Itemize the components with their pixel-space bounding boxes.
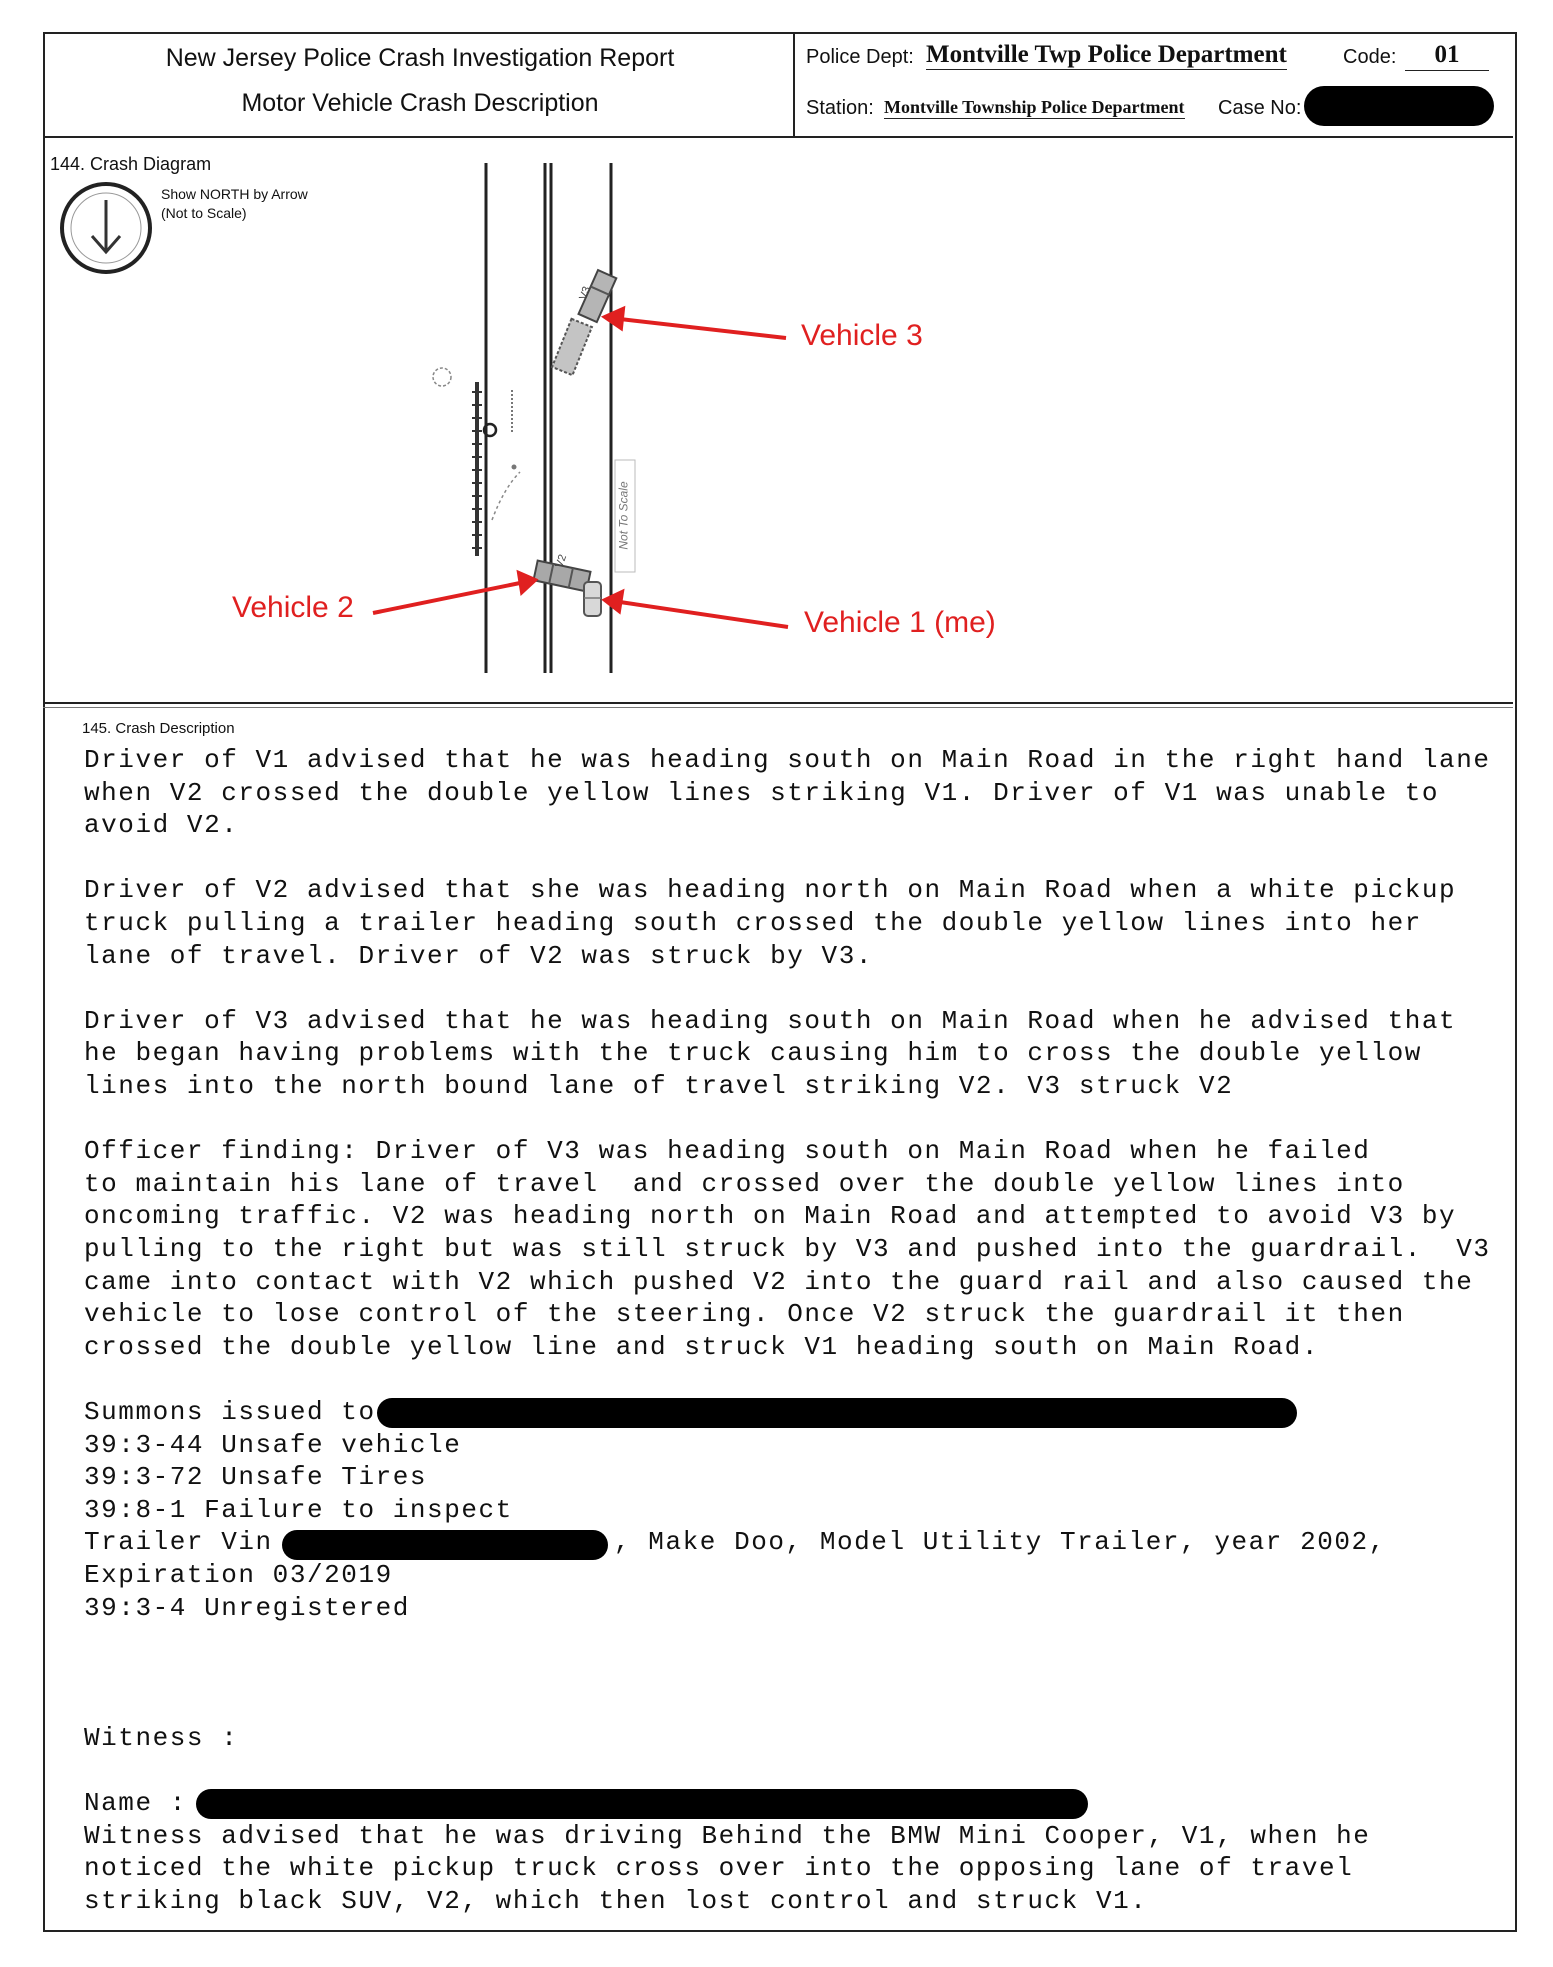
text-line: 39:3-72 Unsafe Tires [84,1462,428,1493]
summons-line: Summons issued to [84,1397,376,1427]
text-line: came into contact with V2 which pushed V2 into the guard rail and also caused the [84,1266,1474,1297]
text-line: lines into the north bound lane of travel striking V2. V3 struck V2 [84,1071,1234,1101]
text-line: striking black SUV, V2, which then lost control and struck V1. [84,1886,1148,1916]
text-line: vehicle to lose control of the steering. Once V2 struck the guardrail it then [84,1299,1405,1330]
north-note-2: (Not to Scale) [161,205,247,221]
text-line: Driver of V3 advised that he was heading south on Main Road when he advised that [84,1005,1457,1036]
witness-name-label: Name : [84,1788,187,1819]
text-line: avoid V2. [84,810,239,841]
text-line: 39:8-1 Failure to inspect [84,1494,513,1525]
crash-description-label: 145. Crash Description [82,720,235,737]
text-line: oncoming traffic. V2 was heading north on Main Road and attempted to avoid V3 by [84,1201,1457,1232]
text-line: when V2 crossed the double yellow lines striking V1. Driver of V1 was unable to [84,777,1440,808]
summons-name-redaction [377,1398,1297,1428]
text-line: Expiration 03/2019 [84,1560,393,1590]
report-subtitle: Motor Vehicle Crash Description [241,89,599,117]
witness-name-redaction [196,1789,1088,1819]
callout-vehicle-1: Vehicle 1 (me) [804,606,996,639]
crash-diagram-label: 144. Crash Diagram [50,154,212,174]
text-line: Driver of V1 advised that he was heading south on Main Road in the right hand lane [84,745,1491,775]
report-title: New Jersey Police Crash Investigation Report [165,44,675,72]
station-label: Station: [806,97,874,119]
police-dept-label: Police Dept: [806,46,914,68]
station-value: Montville Township Police Department [884,97,1185,117]
text-line: noticed the white pickup truck cross over into the opposing lane of travel [84,1853,1354,1884]
code-value: 01 [1405,40,1489,71]
text-line: he began having problems with the truck causing him to cross the double yellow [84,1038,1422,1069]
north-note-1: Show NORTH by Arrow [161,186,308,202]
vehicle-3-trailer [552,319,592,375]
text-line: truck pulling a trailer heading south crossed the double yellow lines into her [84,908,1422,938]
trailer-vin-details: , Make Doo, Model Utility Trailer, year 2002, [614,1527,1386,1558]
callout-vehicle-3: Vehicle 3 [801,319,923,352]
diagram-divider-second [43,707,1513,708]
police-dept-value: Montville Twp Police Department [926,41,1287,68]
text-line: Driver of V2 advised that she was heading north on Main Road when a white pickup [84,875,1457,906]
text-line: crossed the double yellow line and struck V1 heading south on Main Road. [84,1331,1319,1362]
text-line: Witness advised that he was driving Behind the BMW Mini Cooper, V1, when he [84,1820,1371,1851]
trailer-vin-label: Trailer Vin [84,1527,273,1558]
text-line: 39:3-4 Unregistered [84,1592,410,1623]
text-line: pulling to the right but was still struck by V3 and pushed into the guardrail. V3 [84,1234,1491,1264]
text-line: lane of travel. Driver of V2 was struck by V3. [84,940,874,971]
text-line: 39:3-44 Unsafe vehicle [84,1429,462,1460]
v2-tag: V2 [553,552,570,570]
v3-tag: V3 [577,284,594,302]
vehicle-1-mini-cooper [584,582,601,616]
case-label: Case No: [1218,97,1302,119]
text-line: Officer finding: Driver of V3 was heading south on Main Road when he failed [84,1136,1371,1167]
trailer-vin-redaction [282,1530,608,1560]
witness-heading: Witness : [84,1723,239,1753]
diagram-divider [43,702,1513,704]
tree-symbol [433,368,451,386]
text-line: to maintain his lane of travel and crossed over the double yellow lines into [84,1168,1405,1199]
not-to-scale-label: Not To Scale [616,481,631,550]
callout-vehicle-2: Vehicle 2 [232,591,354,624]
code-label: Code: [1343,46,1397,68]
